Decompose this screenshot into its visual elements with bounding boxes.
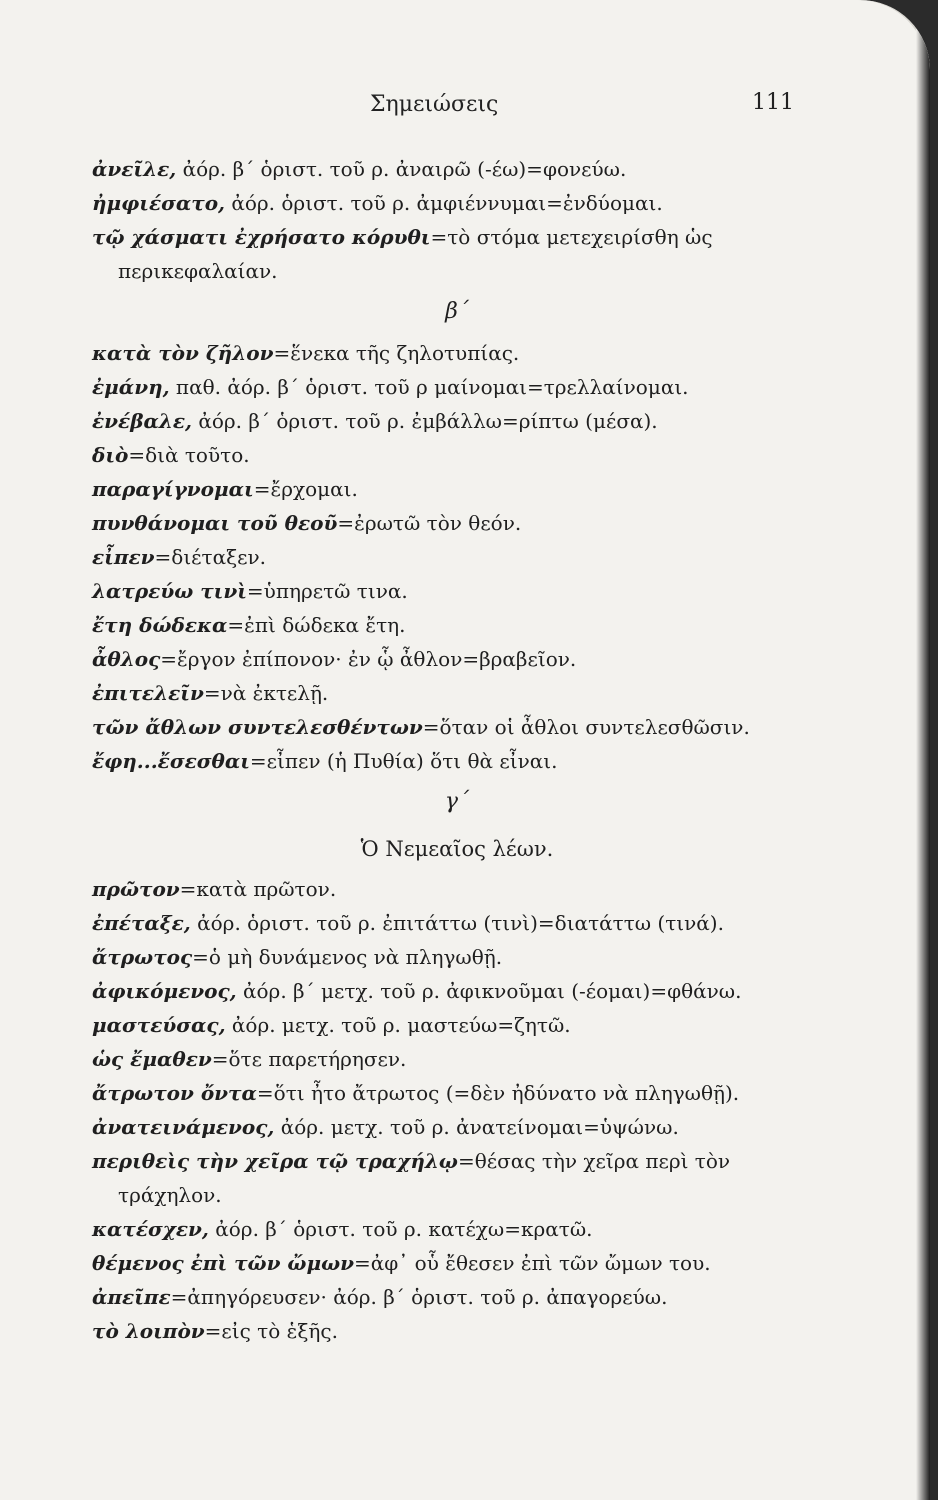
glossary-line: [92, 906, 822, 940]
glossary-definition: ἀόρ. β΄ ὁριστ. τοῦ ρ. κατέχω=κρατῶ.: [208, 1217, 593, 1241]
section-mark: γ΄: [444, 789, 470, 814]
glossary-headword: κατέσχεν,: [92, 1217, 209, 1241]
glossary-definition: ἀόρ. β΄ μετχ. τοῦ ρ. ἀφικνοῦμαι (-έομαι)=φθάνω.: [236, 979, 742, 1003]
glossary-definition: ἀόρ. μετχ. τοῦ ρ. μαστεύω=ζητῶ.: [225, 1013, 571, 1037]
glossary-headword: τὸ λοιπὸν: [92, 1319, 205, 1343]
glossary-headword: ἀφικόμενος,: [92, 979, 237, 1003]
glossary-definition: =ἐπὶ δώδεκα ἔτη.: [227, 613, 406, 637]
glossary-definition: ἀόρ. ὁριστ. τοῦ ρ. ἐπιτάττω (τινὶ)=διατάττω (τινά).: [190, 911, 724, 935]
page-header: [0, 92, 930, 132]
glossary-line: [92, 608, 822, 642]
glossary-line: [92, 370, 822, 404]
glossary-definition: =ἐρωτῶ τὸν θεόν.: [337, 511, 522, 535]
glossary-headword: μαστεύσας,: [92, 1013, 226, 1037]
glossary-headword: ἄτρωτον ὄντα: [92, 1081, 257, 1105]
glossary-definition: =διέταξεν.: [154, 545, 266, 569]
glossary-line: [92, 540, 822, 574]
glossary-headword: ἀνατεινάμενος,: [92, 1115, 275, 1139]
glossary-definition: =θέσας τὴν χεῖρα περὶ τὸν: [457, 1149, 731, 1173]
glossary-definition: =ἕνεκα τῆς ζηλοτυπίας.: [273, 341, 520, 365]
section-mark: β΄: [445, 299, 469, 324]
glossary-line: [92, 1212, 822, 1246]
glossary-headword: κατὰ τὸν ζῆλον: [92, 341, 274, 365]
glossary-headword: ἐπέταξε,: [92, 911, 191, 935]
notes-body: [92, 152, 822, 1348]
glossary-line: [92, 1314, 822, 1348]
glossary-definition: =ὑπηρετῶ τινα.: [246, 579, 408, 603]
glossary-line: [92, 438, 822, 472]
page-number: 111: [752, 90, 794, 115]
glossary-line: [92, 872, 822, 906]
glossary-line: [92, 1042, 822, 1076]
glossary-headword: εἶπεν: [92, 545, 155, 569]
glossary-headword: ἐπιτελεῖν: [92, 681, 204, 705]
glossary-line: [92, 676, 822, 710]
glossary-line: [92, 710, 822, 744]
glossary-headword: περιθεὶς τὴν χεῖρα τῷ τραχήλῳ: [92, 1149, 458, 1173]
glossary-definition: =ὅταν οἱ ἆθλοι συντελεσθῶσιν.: [422, 715, 750, 739]
glossary-definition: =διὰ τοῦτο.: [128, 443, 250, 467]
glossary-line: [92, 744, 822, 778]
glossary-headword: τῶν ἄθλων συντελεσθέντων: [92, 715, 423, 739]
glossary-headword: ἔφη...ἔσεσθαι: [92, 749, 250, 773]
glossary-line: [92, 1110, 822, 1144]
glossary-line: [92, 1076, 822, 1110]
glossary-definition: ἀόρ. μετχ. τοῦ ρ. ἀνατείνομαι=ὑψώνω.: [274, 1115, 679, 1139]
glossary-line: [92, 404, 822, 438]
glossary-line: [92, 506, 822, 540]
glossary-headword: ἆθλος: [92, 647, 161, 671]
glossary-line: [92, 254, 822, 288]
notes-section: [92, 152, 822, 288]
glossary-line: [92, 1246, 822, 1280]
glossary-line: [92, 940, 822, 974]
glossary-headword: παραγίγνομαι: [92, 477, 254, 501]
glossary-headword: πρῶτον: [92, 877, 180, 901]
glossary-definition: =ὅτε παρετήρησεν.: [211, 1047, 407, 1071]
glossary-definition: =ἀπηγόρευσεν· ἀόρ. β΄ ὁριστ. τοῦ ρ. ἀπαγορεύω.: [170, 1285, 668, 1309]
glossary-line: [92, 152, 822, 186]
glossary-headword: διὸ: [92, 443, 129, 467]
glossary-line: [92, 1178, 822, 1212]
glossary-line: [92, 336, 822, 370]
glossary-definition: περικεφαλαίαν.: [118, 259, 278, 283]
glossary-headword: ὡς ἔμαθεν: [92, 1047, 212, 1071]
glossary-headword: ἠμφιέσατο,: [92, 191, 226, 215]
page-edge-shadow: [916, 0, 930, 1500]
glossary-headword: ἀπεῖπε: [92, 1285, 171, 1309]
glossary-definition: ἀόρ. β΄ ὁριστ. τοῦ ρ. ἀναιρῶ (-έω)=φονεύω.: [176, 157, 627, 181]
glossary-line: [92, 1008, 822, 1042]
glossary-definition: =εἶπεν (ἡ Πυθία) ὅτι θὰ εἶναι.: [249, 749, 558, 773]
glossary-headword: λατρεύω τινὶ: [92, 579, 247, 603]
glossary-definition: =κατὰ πρῶτον.: [179, 877, 337, 901]
glossary-line: [92, 186, 822, 220]
glossary-line: [92, 220, 822, 254]
glossary-headword: ἔτη δώδεκα: [92, 613, 228, 637]
glossary-headword: τῷ χάσματι ἐχρήσατο κόρυθι: [92, 225, 431, 249]
glossary-definition: =ὁ μὴ δυνάμενος νὰ πληγωθῇ.: [192, 945, 503, 969]
glossary-line: [92, 974, 822, 1008]
notes-section: [92, 778, 822, 1348]
glossary-definition: =εἰς τὸ ἑξῆς.: [204, 1319, 338, 1343]
glossary-line: [92, 574, 822, 608]
glossary-line: [92, 1144, 822, 1178]
glossary-line: [92, 1280, 822, 1314]
running-title: Σημειώσεις: [370, 92, 499, 117]
glossary-headword: ἄτρωτος: [92, 945, 193, 969]
glossary-definition: =ἔργον ἐπίπονον· ἐν ᾧ ἆθλον=βραβεῖον.: [160, 647, 577, 671]
glossary-headword: ἀνεῖλε,: [92, 157, 177, 181]
glossary-definition: ἀόρ. β΄ ὁριστ. τοῦ ρ. ἐμβάλλω=ρίπτω (μέσα).: [192, 409, 658, 433]
glossary-headword: ἐμάνη,: [92, 375, 170, 399]
glossary-definition: =νὰ ἐκτελῇ.: [203, 681, 329, 705]
glossary-definition: παθ. ἀόρ. β΄ ὁριστ. τοῦ ρ μαίνομαι=τρελλαίνομαι.: [169, 375, 689, 399]
glossary-definition: ἀόρ. ὁριστ. τοῦ ρ. ἀμφιέννυμαι=ἐνδύομαι.: [225, 191, 663, 215]
glossary-definition: =ὅτι ἦτο ἄτρωτος (=δὲν ἠδύνατο νὰ πληγωθῇ).: [256, 1081, 740, 1105]
glossary-line: [92, 642, 822, 676]
glossary-headword: πυνθάνομαι τοῦ θεοῦ: [92, 511, 338, 535]
glossary-headword: ἐνέβαλε,: [92, 409, 193, 433]
glossary-definition: =τὸ στόμα μετεχειρίσθη ὡς: [430, 225, 713, 249]
glossary-definition: τράχηλον.: [118, 1183, 222, 1207]
notes-section: [92, 288, 822, 778]
glossary-definition: =ἀφ᾿ οὗ ἔθεσεν ἐπὶ τῶν ὤμων του.: [354, 1251, 711, 1275]
glossary-headword: θέμενος ἐπὶ τῶν ὤμων: [92, 1251, 355, 1275]
glossary-line: [92, 472, 822, 506]
section-title: Ὁ Νεμεαῖος λέων.: [360, 837, 554, 861]
glossary-definition: =ἔρχομαι.: [253, 477, 358, 501]
